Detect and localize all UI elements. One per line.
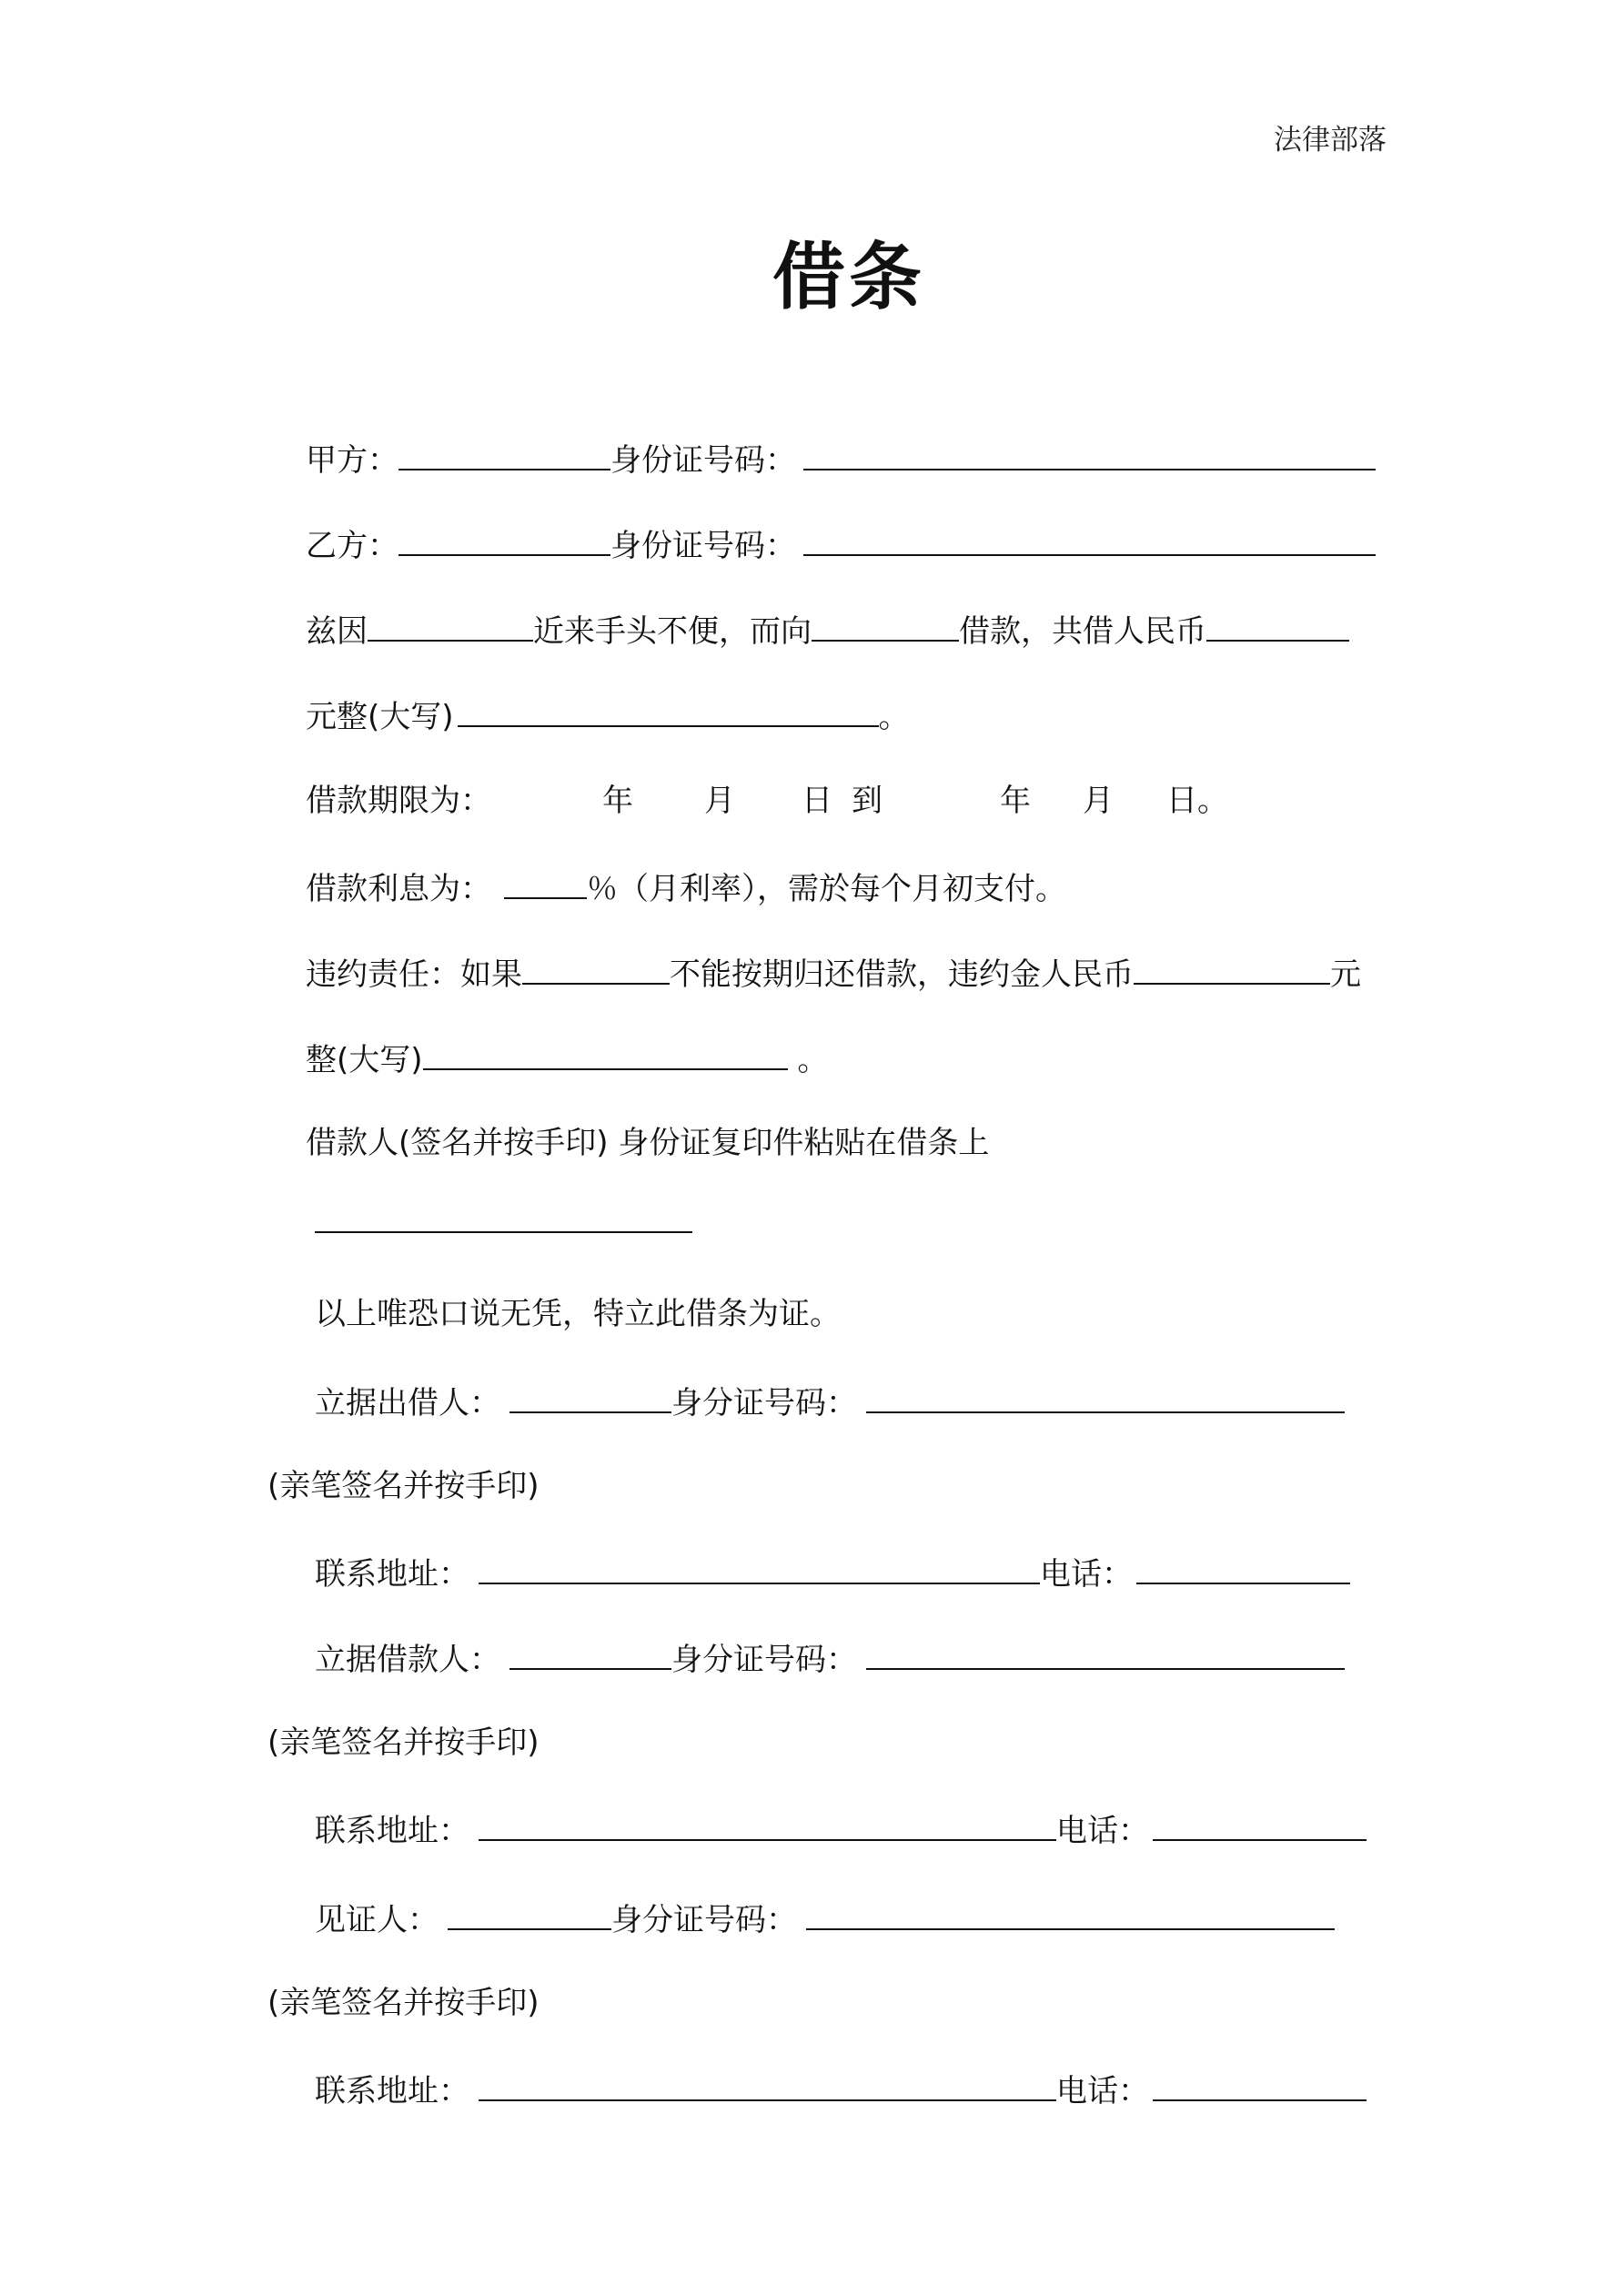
witness-id-label: 身分证号码： bbox=[611, 1902, 797, 1938]
borrower-row bbox=[315, 1637, 1345, 1677]
term-label: 借款期限为： bbox=[306, 783, 491, 819]
lender-id-blank[interactable] bbox=[866, 1381, 1345, 1413]
breach-text-1: 违约责任：如果 bbox=[306, 956, 522, 993]
reason-amount-blank[interactable] bbox=[1206, 609, 1349, 642]
lender-label: 立据出借人： bbox=[315, 1385, 500, 1421]
borrower-phone-blank[interactable] bbox=[1153, 1808, 1367, 1841]
term-end-year: 年 bbox=[1000, 783, 1031, 819]
borrower-signature-blank[interactable] bbox=[315, 1200, 692, 1233]
breach-row bbox=[306, 952, 1361, 992]
reason-borrower-blank[interactable] bbox=[368, 609, 533, 642]
lender-phone-label: 电话： bbox=[1040, 1556, 1133, 1593]
lender-address-label: 联系地址： bbox=[315, 1556, 469, 1593]
borrower-label: 立据借款人： bbox=[315, 1642, 500, 1678]
amount-label: 元整(大写) bbox=[306, 699, 454, 735]
breach-text-2: 不能按期归还借款，违约金人民币 bbox=[670, 956, 1134, 993]
term-start-year: 年 bbox=[602, 783, 633, 819]
lender-row bbox=[315, 1381, 1345, 1421]
breach-capital-blank[interactable] bbox=[423, 1037, 788, 1070]
amount-row bbox=[306, 694, 910, 734]
borrower-phone-label: 电话： bbox=[1056, 1813, 1149, 1849]
party-a-row bbox=[306, 438, 1376, 478]
statement: 以上唯恐口说无凭，特立此借条为证。 bbox=[315, 1296, 841, 1332]
witness-phone-label: 电话： bbox=[1056, 2073, 1149, 2109]
reason-row bbox=[306, 609, 1349, 649]
header-brand: 法律部落 bbox=[1274, 124, 1387, 157]
borrower-sign-row: 借款人(签名并按手印) 身份证复印件粘贴在借条上 bbox=[306, 1125, 990, 1161]
lender-sign-note: (亲笔签名并按手印) bbox=[267, 1468, 540, 1504]
amount-capital-blank[interactable] bbox=[458, 694, 879, 727]
term-start-month: 月 bbox=[704, 783, 735, 819]
breach-end: 。 bbox=[787, 1042, 829, 1078]
interest-text: ％（月利率），需於每个月初支付。 bbox=[587, 871, 1066, 907]
party-a-id-blank[interactable] bbox=[803, 438, 1376, 470]
reason-lender-blank[interactable] bbox=[812, 609, 959, 642]
party-a-id-label: 身份证号码： bbox=[610, 442, 796, 479]
borrower-id-blank[interactable] bbox=[866, 1637, 1345, 1670]
party-b-id-label: 身份证号码： bbox=[610, 528, 796, 564]
lender-address-blank[interactable] bbox=[479, 1552, 1040, 1584]
party-b-id-blank[interactable] bbox=[803, 523, 1376, 556]
borrower-name-blank[interactable] bbox=[509, 1637, 671, 1670]
amount-end: 。 bbox=[878, 699, 910, 735]
breach-amount-blank[interactable] bbox=[1134, 952, 1330, 985]
term-to: 到 bbox=[852, 783, 883, 819]
term-end-month: 月 bbox=[1083, 783, 1114, 819]
party-a-label: 甲方： bbox=[306, 442, 398, 479]
interest-label: 借款利息为： bbox=[306, 871, 491, 907]
lender-contact-row bbox=[315, 1552, 1350, 1592]
witness-phone-blank[interactable] bbox=[1153, 2068, 1367, 2101]
borrower-id-label: 身分证号码： bbox=[671, 1642, 857, 1678]
term-row bbox=[306, 781, 1397, 821]
borrower-sign-note: (亲笔签名并按手印) bbox=[267, 1725, 540, 1761]
breach-party-blank[interactable] bbox=[522, 952, 670, 985]
party-b-label: 乙方： bbox=[306, 528, 398, 564]
document-title: 借条 bbox=[772, 235, 925, 319]
interest-row bbox=[306, 866, 1066, 906]
borrower-sign-row-blank bbox=[315, 1200, 692, 1240]
term-start-day: 日 bbox=[802, 783, 832, 819]
witness-label: 见证人： bbox=[315, 1902, 439, 1938]
reason-text-1: 兹因 bbox=[306, 613, 368, 650]
witness-name-blank[interactable] bbox=[448, 1897, 611, 1930]
witness-row bbox=[315, 1897, 1335, 1937]
borrower-contact-row bbox=[315, 1808, 1367, 1848]
breach-text-3: 元 bbox=[1330, 956, 1361, 993]
lender-name-blank[interactable] bbox=[509, 1381, 671, 1413]
witness-sign-note: (亲笔签名并按手印) bbox=[267, 1985, 540, 2021]
witness-address-label: 联系地址： bbox=[315, 2073, 469, 2109]
reason-text-3: 借款，共借人民币 bbox=[959, 613, 1206, 650]
borrower-address-label: 联系地址： bbox=[315, 1813, 469, 1849]
party-b-name-blank[interactable] bbox=[398, 523, 610, 556]
term-end-day: 日。 bbox=[1166, 783, 1228, 819]
party-b-row bbox=[306, 523, 1376, 563]
party-a-name-blank[interactable] bbox=[398, 438, 610, 470]
witness-contact-row bbox=[315, 2068, 1367, 2109]
lender-phone-blank[interactable] bbox=[1136, 1552, 1350, 1584]
lender-id-label: 身分证号码： bbox=[671, 1385, 857, 1421]
witness-id-blank[interactable] bbox=[806, 1897, 1335, 1930]
breach-capital-label: 整(大写) bbox=[306, 1042, 423, 1078]
breach-capital-row bbox=[306, 1037, 828, 1077]
reason-text-2: 近来手头不便，而向 bbox=[533, 613, 812, 650]
witness-address-blank[interactable] bbox=[479, 2068, 1056, 2101]
interest-rate-blank[interactable] bbox=[504, 866, 587, 899]
borrower-address-blank[interactable] bbox=[479, 1808, 1056, 1841]
